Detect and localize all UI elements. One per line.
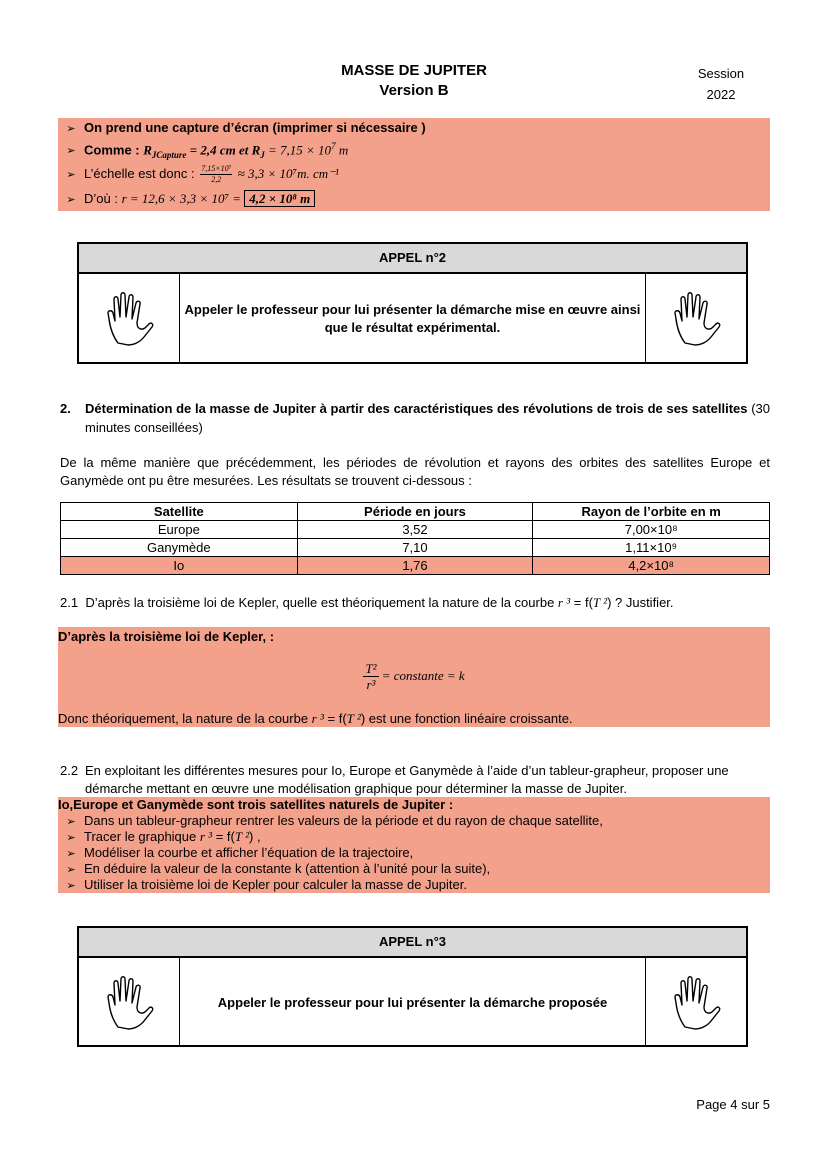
session-label: Session [697, 66, 745, 81]
table-cell: 7,10 [297, 539, 533, 557]
table-row [61, 521, 770, 539]
arrow-bullet-icon: ➢ [66, 880, 76, 892]
satellite-table [60, 502, 770, 575]
answer-line-1: ➢ On prend une capture d’écran (imprimer si nécessaire ) [58, 118, 426, 138]
hand-icon [104, 975, 154, 1031]
session-block [686, 63, 756, 105]
hand-icon [671, 975, 721, 1031]
column-header: Rayon de l’orbite en m [533, 503, 770, 521]
document-version: Version B [379, 82, 449, 99]
table-cell: 7,00×10⁸ [533, 521, 770, 539]
table-cell: 1,76 [297, 557, 533, 575]
hand-icon [104, 291, 154, 347]
table-cell: 3,52 [297, 521, 533, 539]
arrow-bullet-icon: ➢ [66, 194, 76, 206]
answer-conclusion: Donc théoriquement, la nature de la courbe r ³ = f(T ²) est une fonction linéaire croissante. [58, 711, 573, 726]
table-cell: 1,11×10⁹ [533, 539, 770, 557]
table-cell: Ganymède [61, 539, 298, 557]
list-item: ➢ Utiliser la troisième loi de Kepler pour calculer la masse de Jupiter. [58, 877, 467, 893]
section-title: Détermination de la masse de Jupiter à partir des caractéristiques des révolutions de trois de ses satellites [85, 401, 748, 416]
section-time: (30 minutes conseillées) [85, 401, 771, 435]
session-year: 2022 [706, 87, 736, 102]
answer-line-2: ➢ Comme : $R_{JCapture} = 2,4$ cm et $R_J = 7,15 \times 10^7$ m [58, 136, 348, 156]
answer-box-kepler [58, 627, 770, 727]
table-cell: Europe [61, 521, 298, 539]
section-2-intro: De la même manière que précédemment, les périodes de révolution et rayons des orbites des satellites Europe et Ganymède ont pu être mesurées. Les résultats se trouvent ci-dessous : [60, 455, 770, 488]
appel-3-header: APPEL n°3 [79, 928, 746, 958]
arrow-bullet-icon: ➢ [66, 169, 76, 181]
table-header-row [61, 503, 770, 521]
appel-2-header: APPEL n°2 [79, 244, 746, 274]
answer-line-3: ➢ L’échelle est donc : $\frac{\text{7,15×10⁷}}{2,2}$ ≈ 3,3 × 10⁷m. cm⁻¹ [58, 161, 339, 187]
answer-intro: Io,Europe et Ganymède sont trois satellites naturels de Jupiter : [58, 797, 454, 812]
arrow-bullet-icon: ➢ [66, 123, 76, 135]
table-cell: Io [61, 557, 298, 575]
document-title: MASSE DE JUPITER [341, 62, 487, 79]
appel-3-text: Appeler le professeur pour lui présenter la démarche proposée [217, 994, 608, 1010]
table-row [61, 539, 770, 557]
appel-2-text: Appeler le professeur pour lui présenter la démarche mise en œuvre ainsi que le résultat expérimental. [184, 302, 641, 335]
kepler-equation: $\frac{\text{T²}}{\text{r³}}$ = constante = k [365, 661, 465, 692]
appel-3-table [77, 926, 748, 1047]
section-2-heading [60, 399, 770, 437]
question-number: 2.1 [60, 595, 79, 610]
page-number: Page 4 sur 5 [696, 1097, 770, 1112]
table-cell: 4,2×10⁸ [533, 557, 770, 575]
answer-line-4: ➢ D’où : r = 12,6 × 3,3 × 10⁷ = 4,2 × 10⁸ m [58, 189, 315, 209]
question-number: 2.2 [60, 763, 79, 778]
hand-icon [671, 291, 721, 347]
list-item: ➢ Dans un tableur-grapheur rentrer les valeurs de la période et du rayon de chaque satellite, [58, 813, 603, 829]
answer-intro: D’après la troisième loi de Kepler, : [58, 629, 275, 644]
arrow-bullet-icon: ➢ [66, 832, 76, 844]
question-2-2: 2.2 En exploitant les différentes mesures pour Io, Europe et Ganymède à l’aide d’un tableur-grapheur, proposer une démarche mettant en œuvre une modélisation graphique pour déterminer la masse de Jupiter. [60, 763, 729, 796]
answer-box-method [58, 797, 770, 893]
section-number: 2. [60, 401, 71, 416]
appel-2-table [77, 242, 748, 364]
list-item: ➢ En déduire la valeur de la constante k (attention à l’unité pour la suite), [58, 861, 490, 877]
list-item: ➢ Tracer le graphique r ³ = f(T ²) , [58, 829, 261, 845]
boxed-result: 4,2 × 10⁸ m [244, 190, 315, 207]
column-header: Satellite [61, 503, 298, 521]
arrow-bullet-icon: ➢ [66, 145, 76, 158]
column-header: Période en jours [297, 503, 533, 521]
table-row-highlighted [61, 557, 770, 575]
arrow-bullet-icon: ➢ [66, 848, 76, 860]
question-2-1: 2.1 D’après la troisième loi de Kepler, quelle est théoriquement la nature de la courbe r ³ = f(T ²) ? Justifier. [60, 595, 674, 610]
answer-box-scale [58, 118, 770, 211]
arrow-bullet-icon: ➢ [66, 864, 76, 876]
arrow-bullet-icon: ➢ [66, 816, 76, 828]
scale-fraction: $\frac{\text{7,15×10⁷}}{2,2}$ [201, 164, 232, 185]
list-item: ➢ Modéliser la courbe et afficher l’équation de la trajectoire, [58, 845, 413, 861]
